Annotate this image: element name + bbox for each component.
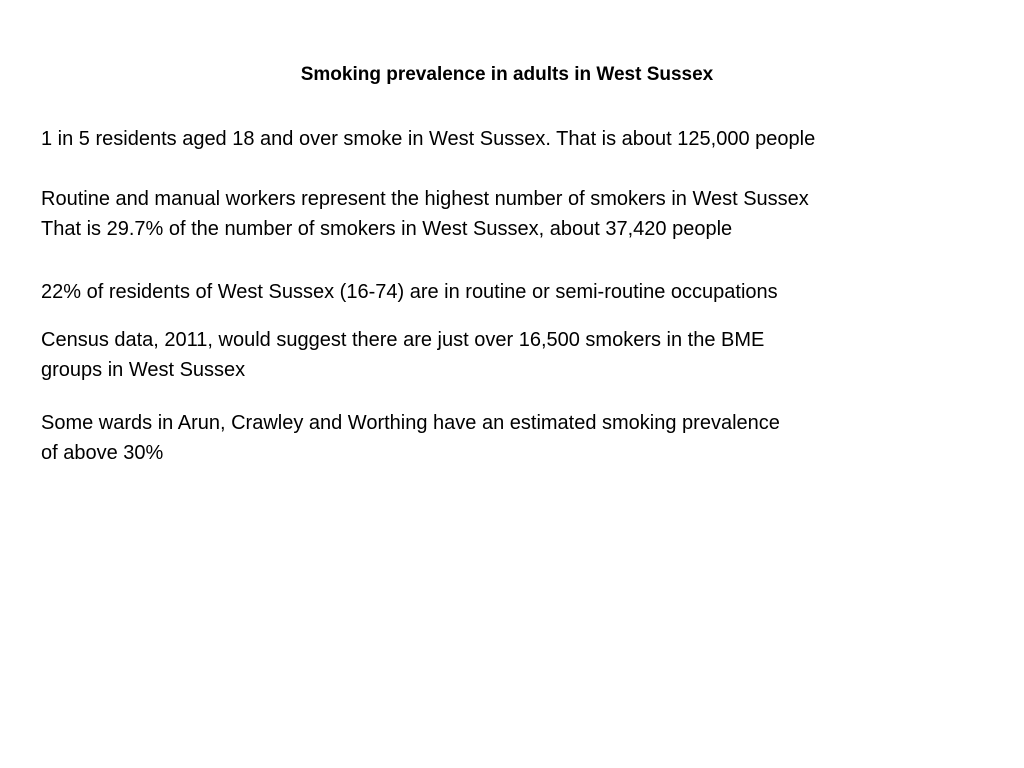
paragraph-ward-prevalence [41, 408, 1001, 468]
paragraph-line: Routine and manual workers represent the highest number of smokers in West Sussex [41, 188, 809, 210]
paragraph-census-bme [41, 325, 1001, 385]
paragraph-line: of above 30% [41, 442, 164, 464]
paragraph-line: groups in West Sussex [41, 359, 246, 381]
slide-title: Smoking prevalence in adults in West Sussex [300, 64, 714, 85]
paragraph-line: Census data, 2011, would suggest there are just over 16,500 smokers in the BME [41, 329, 765, 351]
paragraph-line: 1 in 5 residents aged 18 and over smoke in West Sussex. That is about 125,000 people [41, 128, 816, 150]
paragraph-adult-smokers [41, 124, 1001, 154]
paragraph-routine-occupations [41, 277, 1001, 307]
paragraph-line: 22% of residents of West Sussex (16-74) are in routine or semi-routine occupations [41, 281, 778, 303]
paragraph-routine-manual-workers [41, 184, 1001, 244]
paragraph-line: That is 29.7% of the number of smokers in West Sussex, about 37,420 people [41, 218, 733, 240]
paragraph-line: Some wards in Arun, Crawley and Worthing have an estimated smoking prevalence [41, 412, 780, 434]
